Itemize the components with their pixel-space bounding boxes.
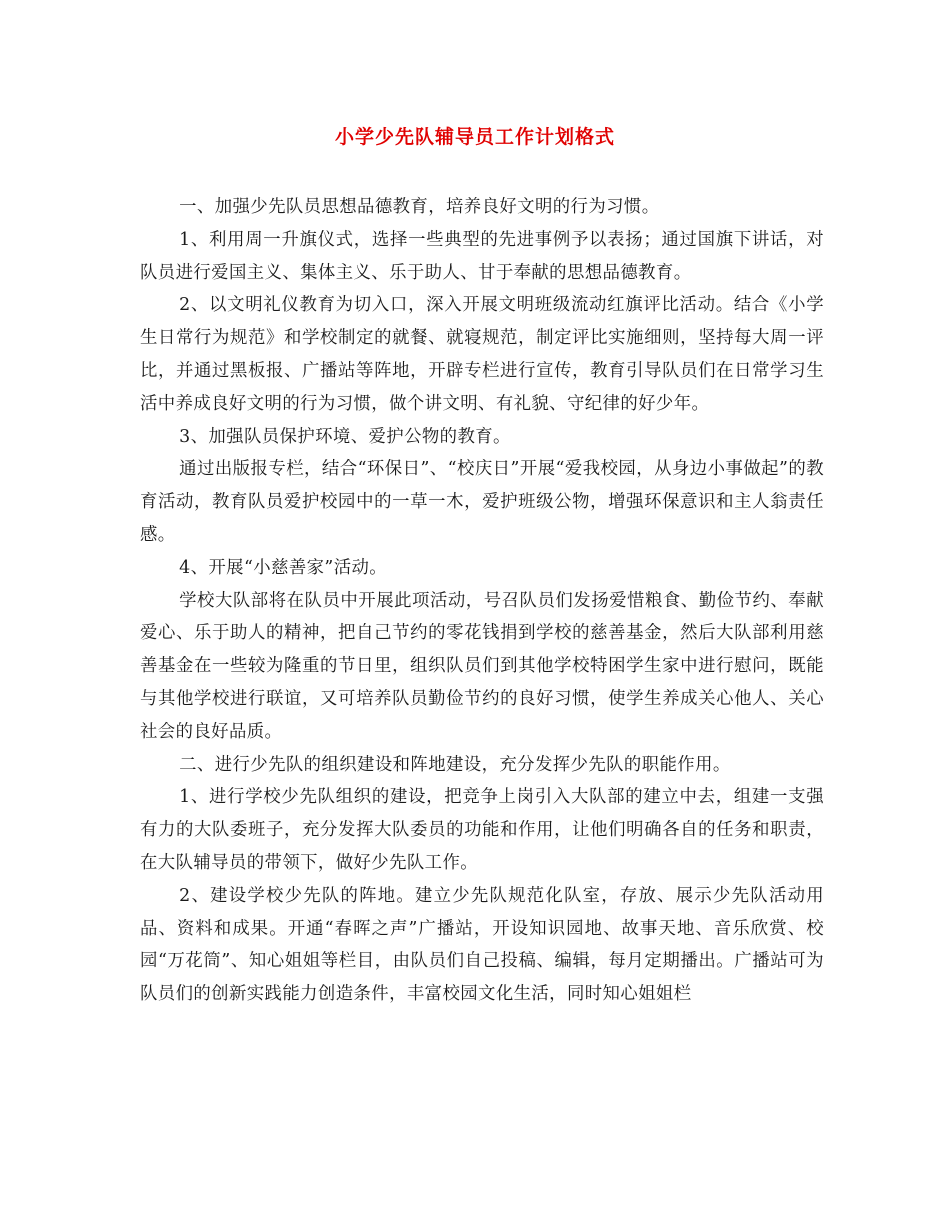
paragraph-section-two-item-1: 1、进行学校少先队组织的建设，把竞争上岗引入大队部的建立中去，组建一支强有力的大队委班子，充分发挥大队委员的功能和作用，让他们明确各自的任务和职责，在大队辅导员的带领下，做好少先队工作。 (140, 787, 824, 873)
paragraph-item-3-detail: 通过出版报专栏，结合“环保日”、“校庆日”开展“爱我校园，从身边小事做起”的教育活动，教育队员爱护校园中的一草一木，爱护班级公物，增强环保意识和主人翁责任感。 (140, 459, 824, 545)
paragraph-section-one-heading: 一、加强少先队员思想品德教育，培养良好文明的行为习惯。 (179, 197, 660, 217)
paragraph-section-two-heading: 二、进行少先队的组织建设和阵地建设，充分发挥少先队的职能作用。 (179, 754, 731, 775)
paragraph-item-1: 1、利用周一升旗仪式，选择一些典型的先进事例予以表扬；通过国旗下讲话，对队员进行爱国主义、集体主义、乐于助人、甘于奉献的思想品德教育。 (140, 229, 824, 283)
paragraph-item-4: 4、开展“小慈善家”活动。 (179, 557, 388, 578)
paragraph-item-3: 3、加强队员保护环境、爱护公物的教育。 (179, 426, 511, 447)
paragraph-section-two-item-2: 2、建设学校少先队的阵地。建立少先队规范化队室，存放、展示少先队活动用品、资料和成果。开通“春晖之声”广播站，开设知识园地、故事天地、音乐欣赏、校园“万花筒”、知心姐姐等栏目，由队员们自己投稿、编辑，每月定期播出。广播站可为队员们的创新实践能力创造条件，丰富校园文化生活，同时知心姐姐栏 (140, 885, 824, 1005)
document-title: 小学少先队辅导员工作计划格式 (334, 126, 615, 148)
document-body (140, 191, 824, 1011)
paragraph-item-2: 2、以文明礼仪教育为切入口，深入开展文明班级流动红旗评比活动。结合《小学生日常行为规范》和学校制定的就餐、就寝规范，制定评比实施细则，坚持每大周一评比，并通过黑板报、广播站等阵地，开辟专栏进行宣传，教育引导队员们在日常学习生活中养成良好文明的行为习惯，做个讲文明、有礼貌、守纪律的好少年。 (140, 295, 824, 414)
paragraph-item-4-detail: 学校大队部将在队员中开展此项活动，号召队员们发扬爱惜粮食、勤俭节约、奉献爱心、乐于助人的精神，把自己节约的零花钱捐到学校的慈善基金，然后大队部利用慈善基金在一些较为隆重的节日里，组织队员们到其他学校特困学生家中进行慰问，既能与其他学校进行联谊，又可培养队员勤俭节约的良好习惯，使学生养成关心他人、关心社会的良好品质。 (140, 590, 824, 742)
